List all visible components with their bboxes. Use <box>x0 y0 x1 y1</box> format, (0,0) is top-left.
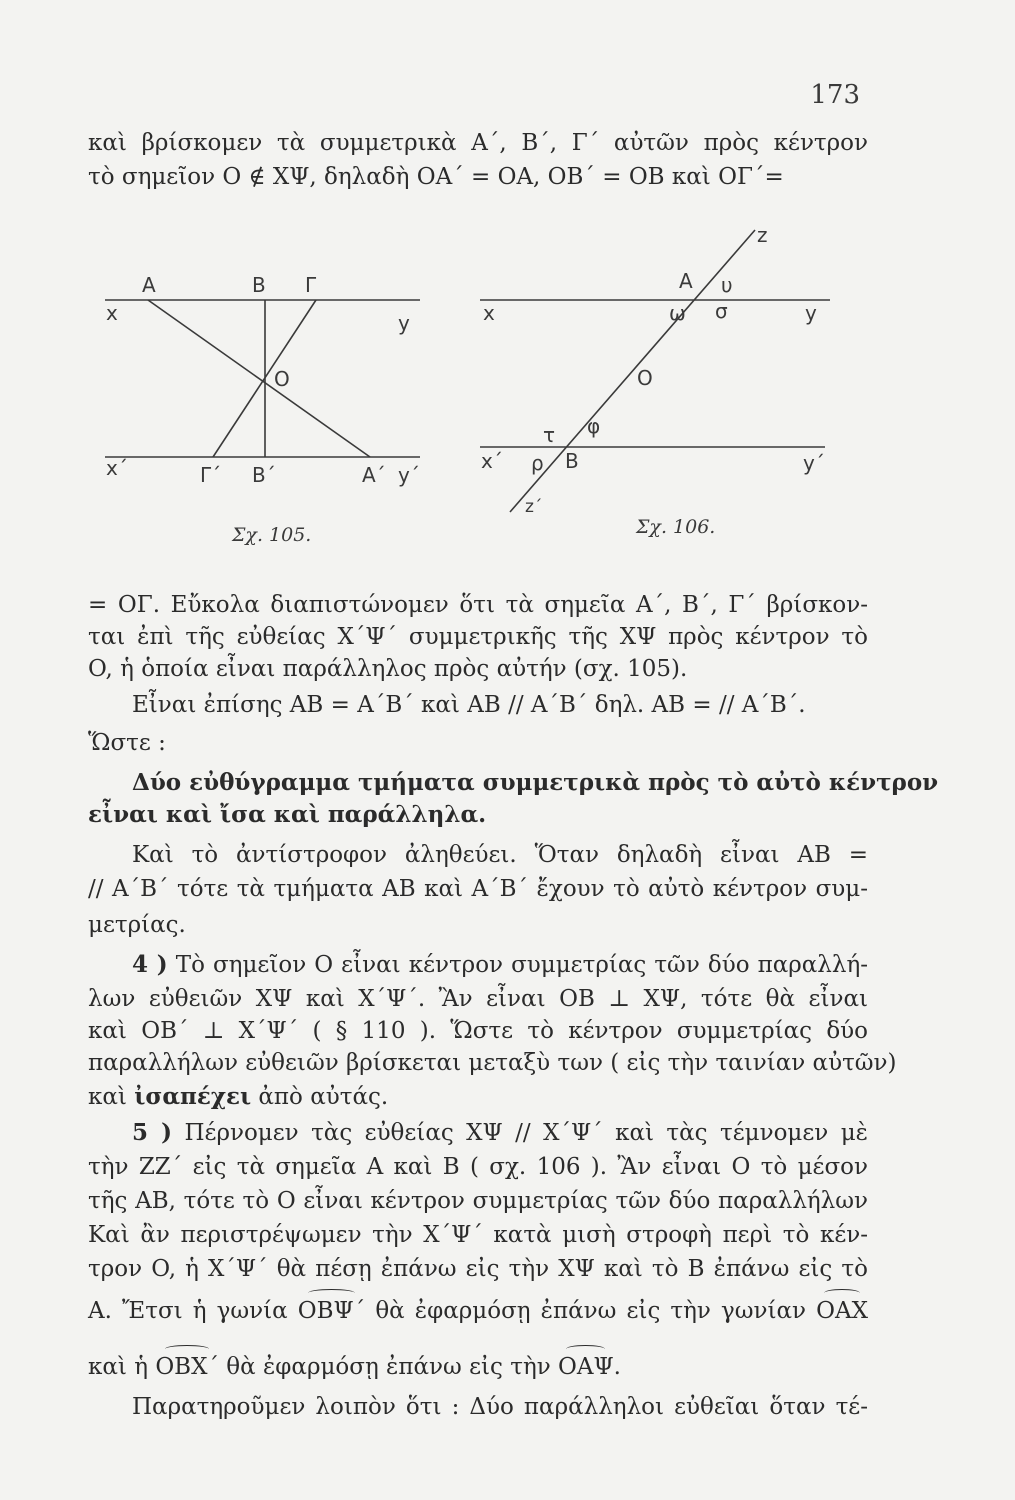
label-sigma: σ <box>715 299 728 323</box>
line-zz2 <box>510 230 755 512</box>
text-line: τρον O, ἡ X΄Ψ΄ θὰ πέσῃ ἐπάνω εἰς τὴν XΨ καὶ τὸ B ἐπάνω εἰς τὸ <box>88 1256 868 1282</box>
text-line: λων εὐθειῶν XΨ καὶ X΄Ψ΄. Ἂν εἶναι OB ⊥ XΨ, τότε θὰ εἶναι <box>88 986 868 1012</box>
section-5-line <box>132 1118 868 1148</box>
label-A: A <box>142 273 156 297</box>
label-B2: B΄ <box>252 463 276 487</box>
label-phi: φ <box>587 414 601 438</box>
text-line: τῆς AB, τότε τὸ O εἶναι κέντρον συμμετρίας τῶν δύο παραλλήλων <box>88 1188 868 1214</box>
text-line: τὴν ZZ΄ εἰς τὰ σημεῖα A καὶ B ( σχ. 106 ). Ἂν εἶναι O τὸ μέσον <box>88 1154 868 1180</box>
label-z2: z΄ <box>525 497 543 517</box>
theorem-line: εἶναι καὶ ἴσα καὶ παράλληλα. <box>88 801 487 828</box>
text-line: = OΓ. Εὔκολα διαπιστώνομεν ὅτι τὰ σημεῖα A΄, B΄, Γ΄ βρίσκον- <box>88 592 868 618</box>
label-rho: ρ <box>531 451 544 475</box>
angle-OBX2: OBX΄ <box>155 1354 219 1380</box>
figure-105 <box>100 230 440 490</box>
segment-AA2 <box>148 300 370 457</box>
text-line: Καὶ τὸ ἀντίστροφον ἀληθεύει. Ὅταν δηλαδὴ εἶναι AB = <box>132 842 868 868</box>
page-number: 173 <box>810 80 860 110</box>
label-G: Γ <box>305 273 317 297</box>
label-O: O <box>274 367 290 391</box>
label-A: A <box>679 269 693 293</box>
angle-OBY2: OBΨ΄ <box>297 1298 366 1324</box>
label-y2: y΄ <box>398 463 420 487</box>
label-A2: A΄ <box>362 463 386 487</box>
text-line: παραλλήλων εὐθειῶν βρίσκεται μεταξὺ των ( εἰς τὴν ταινίαν αὐτῶν) <box>88 1050 897 1076</box>
text-line: ται ἐπὶ τῆς εὐθείας X΄Ψ΄ συμμετρικῆς τῆς XΨ πρὸς κέντρον τὸ <box>88 624 868 650</box>
text-line: καὶ OB΄ ⊥ X΄Ψ΄ ( § 110 ). Ὥστε τὸ κέντρον συμμετρίας δύο <box>88 1018 868 1044</box>
text-line: Παρατηροῦμεν λοιπὸν ὅτι : Δύο παράλληλοι εὐθεῖαι ὅταν τέ- <box>132 1394 868 1420</box>
label-x: x <box>106 301 118 325</box>
section-4-number: 4 ) <box>132 951 168 978</box>
label-G2: Γ΄ <box>200 463 222 487</box>
label-x2: x΄ <box>481 449 503 473</box>
section-5-text: Πέρνομεν τὰς εὐθείας XΨ // X΄Ψ΄ καὶ τὰς τέμνομεν μὲ <box>184 1120 868 1146</box>
text-line: Ὥστε : <box>88 730 166 756</box>
section-5-number: 5 ) <box>132 1119 173 1146</box>
text-line: καὶ ἰσαπέχει ἀπὸ αὐτάς. <box>88 1083 389 1110</box>
section-4-text: Τὸ σημεῖον O εἶναι κέντρον συμμετρίας τῶν δύο παραλλή- <box>175 952 869 978</box>
label-y: y <box>805 301 817 325</box>
label-x: x <box>483 301 495 325</box>
section-4-line <box>132 950 868 980</box>
text-line: A. Ἔτσι ἡ γωνία OBΨ΄ θὰ ἐφαρμόσῃ ἐπάνω εἰς τὴν γωνίαν OAX <box>88 1298 868 1324</box>
label-z: z <box>757 223 768 247</box>
text-line: O, ἡ ὁποία εἶναι παράλληλος πρὸς αὐτήν (σχ. 105). <box>88 656 688 682</box>
caption-figure-106: Σχ. 106. <box>636 516 716 538</box>
angle-OAY: OAΨ <box>558 1354 614 1380</box>
label-y2: y΄ <box>803 451 825 475</box>
label-x2: x΄ <box>106 456 128 480</box>
label-B: B <box>252 273 266 297</box>
text-line: καὶ ἡ OBX΄ θὰ ἐφαρμόσῃ ἐπάνω εἰς τὴν OAΨ. <box>88 1354 621 1380</box>
text-line: // A΄B΄ τότε τὰ τμήματα AB καὶ A΄B΄ ἔχουν τὸ αὐτὸ κέντρον συμ- <box>88 876 868 902</box>
label-B: B <box>565 449 579 473</box>
label-y: y <box>398 311 410 335</box>
label-upsilon: υ <box>721 273 733 297</box>
label-tau: τ <box>543 423 556 447</box>
label-O: O <box>637 366 653 390</box>
label-omega: ω <box>669 301 686 325</box>
figure-106 <box>475 220 845 520</box>
text-line: καὶ βρίσκομεν τὰ συμμετρικὰ A΄, B΄, Γ΄ αὐτῶν πρὸς κέντρον <box>88 130 868 156</box>
theorem-line: Δύο εὐθύγραμμα τμήματα συμμετρικὰ πρὸς τὸ αὐτὸ κέντρον <box>132 769 939 796</box>
text-line: μετρίας. <box>88 912 186 938</box>
text-line: Εἶναι ἐπίσης AB = A΄B΄ καὶ AB // A΄B΄ δηλ. AB = // A΄B΄. <box>132 692 806 718</box>
emphasis-isapechei: ἰσαπέχει <box>134 1083 252 1110</box>
angle-OAX: OAX <box>816 1298 868 1324</box>
caption-figure-105: Σχ. 105. <box>232 524 312 546</box>
text-line: τὸ σημεῖον O ∉ XΨ, δηλαδὴ OA΄ = OA, OB΄ = OB καὶ OΓ΄= <box>88 164 784 190</box>
text-line: Καὶ ἂν περιστρέψωμεν τὴν X΄Ψ΄ κατὰ μισὴ στροφὴ περὶ τὸ κέν- <box>88 1222 868 1248</box>
